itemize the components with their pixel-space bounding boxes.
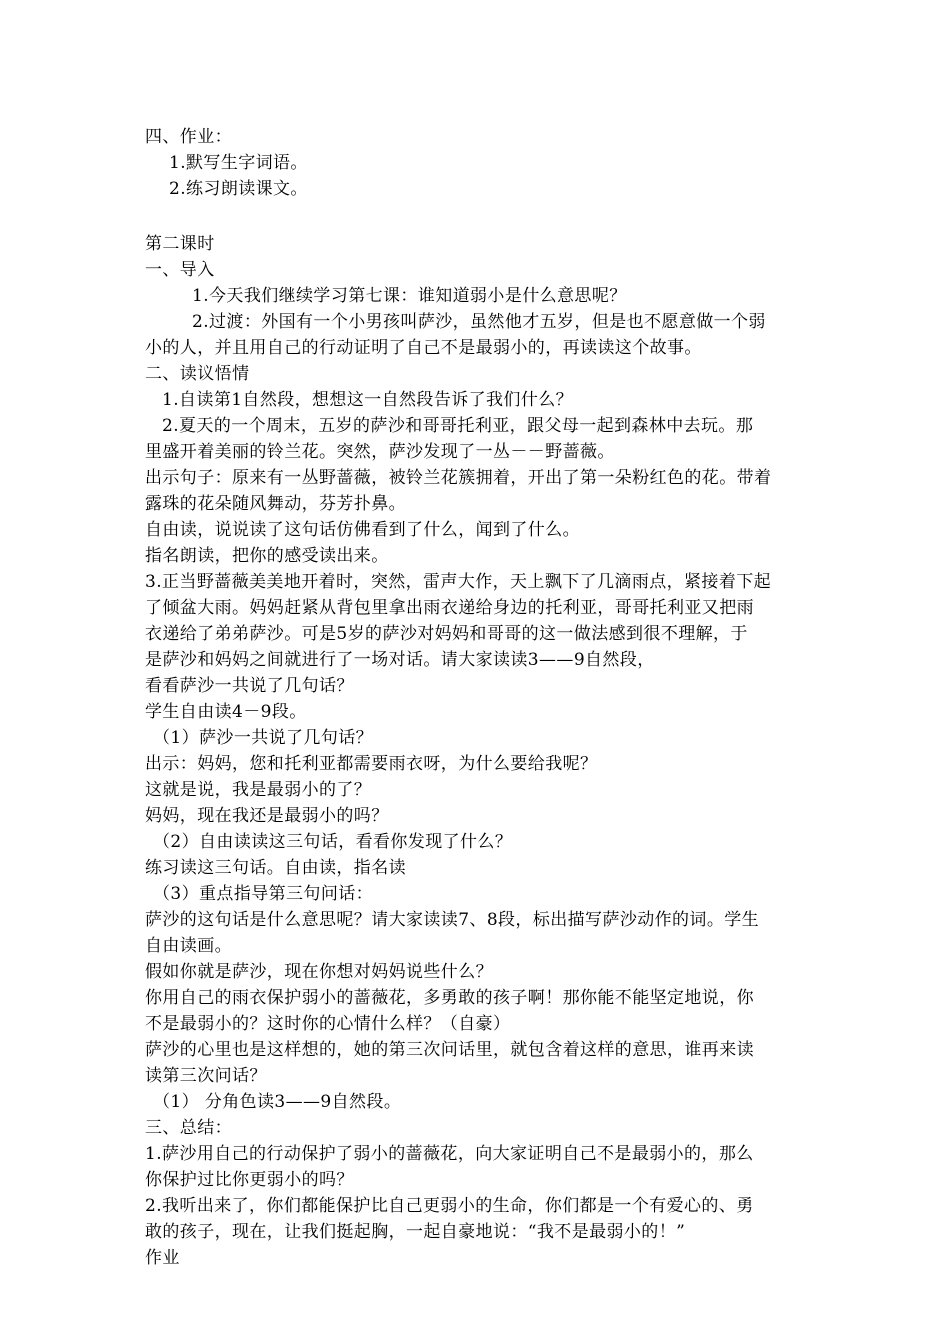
section-heading-summary: 三、总结： bbox=[145, 1118, 232, 1138]
paragraph-line: 假如你就是萨沙，现在你想对妈妈说些什么？ bbox=[145, 962, 493, 982]
intro-item: 1.今天我们继续学习第七课：谁知道弱小是什么意思呢？ bbox=[192, 286, 627, 306]
paragraph-line: 妈妈，现在我还是最弱小的吗？ bbox=[145, 806, 389, 826]
section-heading-intro: 一、导入 bbox=[145, 260, 215, 280]
paragraph-line: 露珠的花朵随风舞动，芬芳扑鼻。 bbox=[145, 494, 406, 514]
paragraph-line: 3.正当野蔷薇美美地开着时，突然，雷声大作，天上飘下了几滴雨点，紧接着下起 bbox=[145, 572, 772, 592]
paragraph-line: 你保护过比你更弱小的吗？ bbox=[145, 1170, 354, 1190]
paragraph-line: 萨沙的这句话是什么意思呢？请大家读读7、8段，标出描写萨沙动作的词。学生 bbox=[145, 910, 760, 930]
paragraph-line: 不是最弱小的？这时你的心情什么样？（自豪） bbox=[145, 1014, 511, 1034]
paragraph-line: 练习读这三句话。自由读，指名读 bbox=[145, 858, 406, 878]
lesson-title: 第二课时 bbox=[145, 234, 215, 254]
paragraph-line: （2）自由读读这三句话，看看你发现了什么？ bbox=[153, 832, 513, 852]
paragraph-line: 学生自由读4－9段。 bbox=[145, 702, 307, 722]
paragraph-line: 2.夏天的一个周末，五岁的萨沙和哥哥托利亚，跟父母一起到森林中去玩。那 bbox=[162, 416, 754, 436]
paragraph-line: 萨沙的心里也是这样想的，她的第三次问话里，就包含着这样的意思，谁再来读 bbox=[145, 1040, 754, 1060]
paragraph-line: 出示：妈妈，您和托利亚都需要雨衣呀，为什么要给我呢？ bbox=[145, 754, 598, 774]
paragraph-line: 1.自读第1自然段，想想这一自然段告诉了我们什么？ bbox=[162, 390, 574, 410]
paragraph-line: 了倾盆大雨。妈妈赶紧从背包里拿出雨衣递给身边的托利亚，哥哥托利亚又把雨 bbox=[145, 598, 754, 618]
intro-item: 2.过渡：外国有一个小男孩叫萨沙，虽然他才五岁，但是也不愿意做一个弱 bbox=[192, 312, 766, 332]
intro-item-continued: 小的人，并且用自己的行动证明了自己不是最弱小的，再读读这个故事。 bbox=[145, 338, 702, 358]
paragraph-line: 自由读画。 bbox=[145, 936, 232, 956]
paragraph-line: 看看萨沙一共说了几句话？ bbox=[145, 676, 354, 696]
paragraph-line: （1）萨沙一共说了几句话？ bbox=[153, 728, 374, 748]
paragraph-line: 你用自己的雨衣保护弱小的蔷薇花，多勇敢的孩子啊！那你能不能坚定地说，你 bbox=[145, 988, 754, 1008]
paragraph-line: 敢的孩子，现在，让我们挺起胸，一起自豪地说：“我不是最弱小的！” bbox=[145, 1222, 686, 1242]
homework-item: 2.练习朗读课文。 bbox=[169, 179, 308, 199]
paragraph-line: 这就是说，我是最弱小的了？ bbox=[145, 780, 372, 800]
homework-item: 1.默写生字词语。 bbox=[169, 153, 308, 173]
paragraph-line: 2.我听出来了，你们都能保护比自己更弱小的生命，你们都是一个有爱心的、勇 bbox=[145, 1196, 754, 1216]
paragraph-line: 衣递给了弟弟萨沙。可是5岁的萨沙对妈妈和哥哥的这一做法感到很不理解，于 bbox=[145, 624, 748, 644]
paragraph-line: 里盛开着美丽的铃兰花。突然，萨沙发现了一丛－－野蔷薇。 bbox=[145, 442, 615, 462]
paragraph-line: 1.萨沙用自己的行动保护了弱小的蔷薇花，向大家证明自己不是最弱小的，那么 bbox=[145, 1144, 754, 1164]
paragraph-line: 出示句子：原来有一丛野蔷薇，被铃兰花簇拥着，开出了第一朵粉红色的花。带着 bbox=[145, 468, 772, 488]
paragraph-line: 指名朗读，把你的感受读出来。 bbox=[145, 546, 389, 566]
paragraph-line: 作业 bbox=[145, 1248, 180, 1268]
section-heading-homework: 四、作业： bbox=[145, 127, 232, 147]
paragraph-line: （3）重点指导第三句问话： bbox=[153, 884, 374, 904]
paragraph-line: 自由读，说说读了这句话仿佛看到了什么，闻到了什么。 bbox=[145, 520, 580, 540]
blank-line bbox=[145, 202, 815, 231]
document-body bbox=[145, 124, 815, 1271]
paragraph-line: 是萨沙和妈妈之间就进行了一场对话。请大家读读3——9自然段， bbox=[145, 650, 655, 670]
paragraph-line: （1） 分角色读3——9自然段。 bbox=[153, 1092, 402, 1112]
paragraph-line: 读第三次问话？ bbox=[145, 1066, 267, 1086]
section-heading-reading: 二、读议悟情 bbox=[145, 364, 250, 384]
